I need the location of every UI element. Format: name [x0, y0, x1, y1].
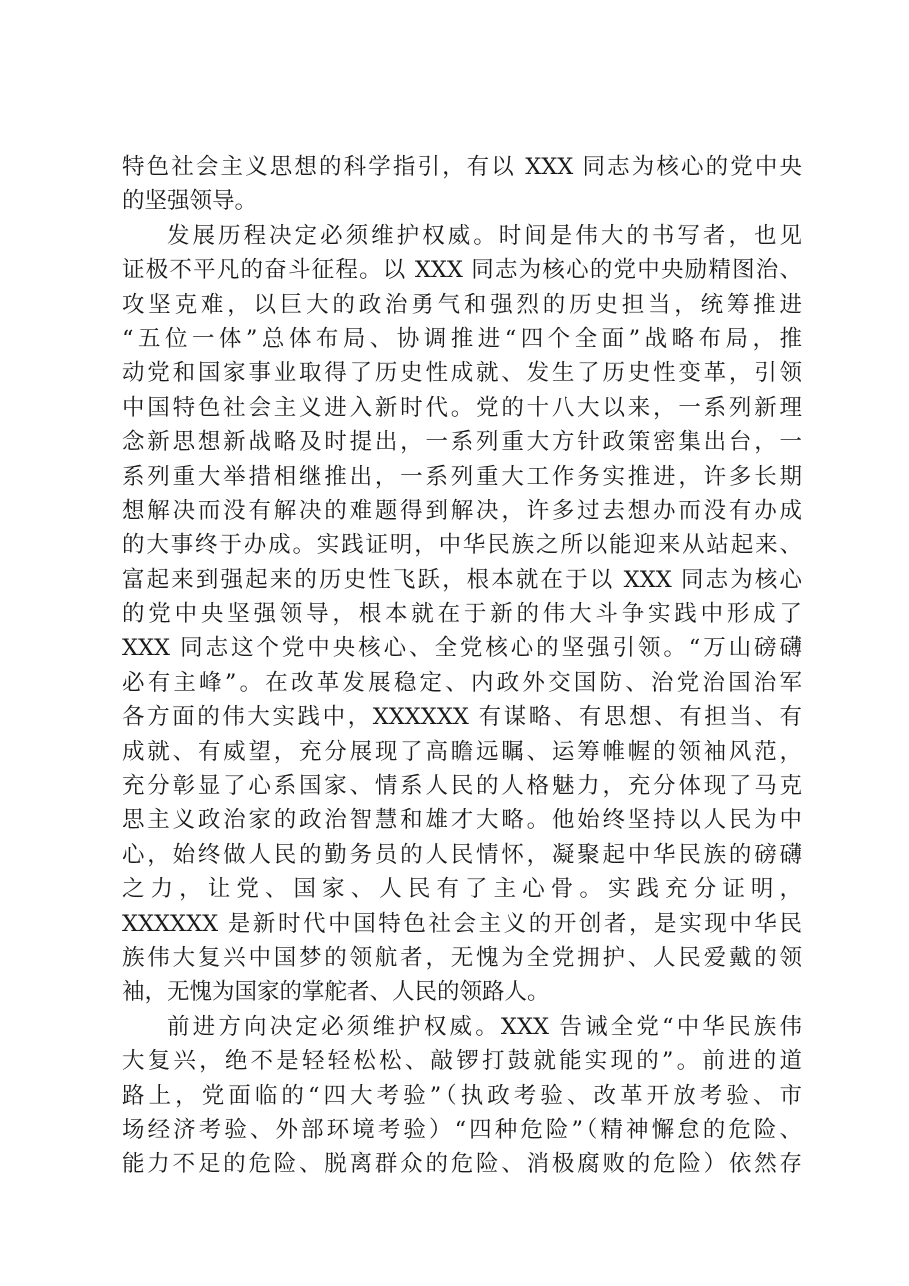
text-line: 富起来到强起来的历史性飞跃，根本就在于以 XXX 同志为核心: [122, 566, 802, 593]
text-line: 能力不足的危险、脱离群众的危险、消极腐败的危险）依然存: [122, 1151, 802, 1178]
text-line: 之力，让党、国家、人民有了主心骨。实践充分证明，: [122, 876, 802, 903]
text-line: XXX 同志这个党中央核心、全党核心的坚强引领。“万山磅礴: [122, 635, 802, 662]
text-line: 系列重大举措相继推出，一系列重大工作务实推进，许多长期: [122, 463, 802, 490]
text-line: 证极不平凡的奋斗征程。以 XXX 同志为核心的党中央励精图治、: [122, 257, 802, 284]
text-line: “五位一体”总体布局、协调推进“四个全面”战略布局，推: [122, 325, 802, 352]
paragraph-start-line: 前进方向决定必须维护权威。XXX 告诫全党“中华民族伟: [167, 1013, 802, 1040]
document-body: [122, 150, 802, 1182]
text-line: 成就、有威望，充分展现了高瞻远瞩、运筹帷幄的领袖风范，: [122, 738, 802, 765]
text-line: XXXXXX 是新时代中国特色社会主义的开创者，是实现中华民: [122, 910, 802, 937]
text-line: 族伟大复兴中国梦的领航者，无愧为全党拥护、人民爱戴的领: [122, 944, 802, 971]
text-line: 袖，无愧为国家的掌舵者、人民的领路人。: [122, 979, 550, 1006]
text-line: 思主义政治家的政治智慧和雄才大略。他始终坚持以人民为中: [122, 807, 802, 834]
text-line: 充分彰显了心系国家、情系人民的人格魅力，充分体现了马克: [122, 773, 802, 800]
text-line: 的坚强领导。: [122, 188, 258, 215]
text-line: 大复兴，绝不是轻轻松松、敲锣打鼓就能实现的”。前进的道: [122, 1048, 802, 1075]
paragraph-start-line: 发展历程决定必须维护权威。时间是伟大的书写者，也见: [167, 222, 802, 249]
text-line: 念新思想新战略及时提出，一系列重大方针政策密集出台，一: [122, 429, 802, 456]
text-line: 中国特色社会主义进入新时代。党的十八大以来，一系列新理: [122, 394, 802, 421]
text-line: 各方面的伟大实践中，XXXXXX 有谋略、有思想、有担当、有: [122, 704, 802, 731]
text-line: 场经济考验、外部环境考验）“四种危险”（精神懈怠的危险、: [122, 1116, 802, 1143]
text-line: 想解决而没有解决的难题得到解决，许多过去想办而没有办成: [122, 497, 802, 524]
text-line: 必有主峰”。在改革发展稳定、内政外交国防、治党治国治军: [122, 669, 802, 696]
text-line: 攻坚克难，以巨大的政治勇气和强烈的历史担当，统筹推进: [122, 291, 802, 318]
text-line: 的党中央坚强领导，根本就在于新的伟大斗争实践中形成了: [122, 601, 802, 628]
text-line: 动党和国家事业取得了历史性成就、发生了历史性变革，引领: [122, 360, 802, 387]
text-line: 心，始终做人民的勤务员的人民情怀，凝聚起中华民族的磅礴: [122, 841, 802, 868]
text-line: 的大事终于办成。实践证明，中华民族之所以能迎来从站起来、: [122, 532, 802, 559]
text-line: 路上，党面临的“四大考验”（执政考验、改革开放考验、市: [122, 1082, 802, 1109]
text-line: 特色社会主义思想的科学指引，有以 XXX 同志为核心的党中央: [122, 154, 802, 180]
